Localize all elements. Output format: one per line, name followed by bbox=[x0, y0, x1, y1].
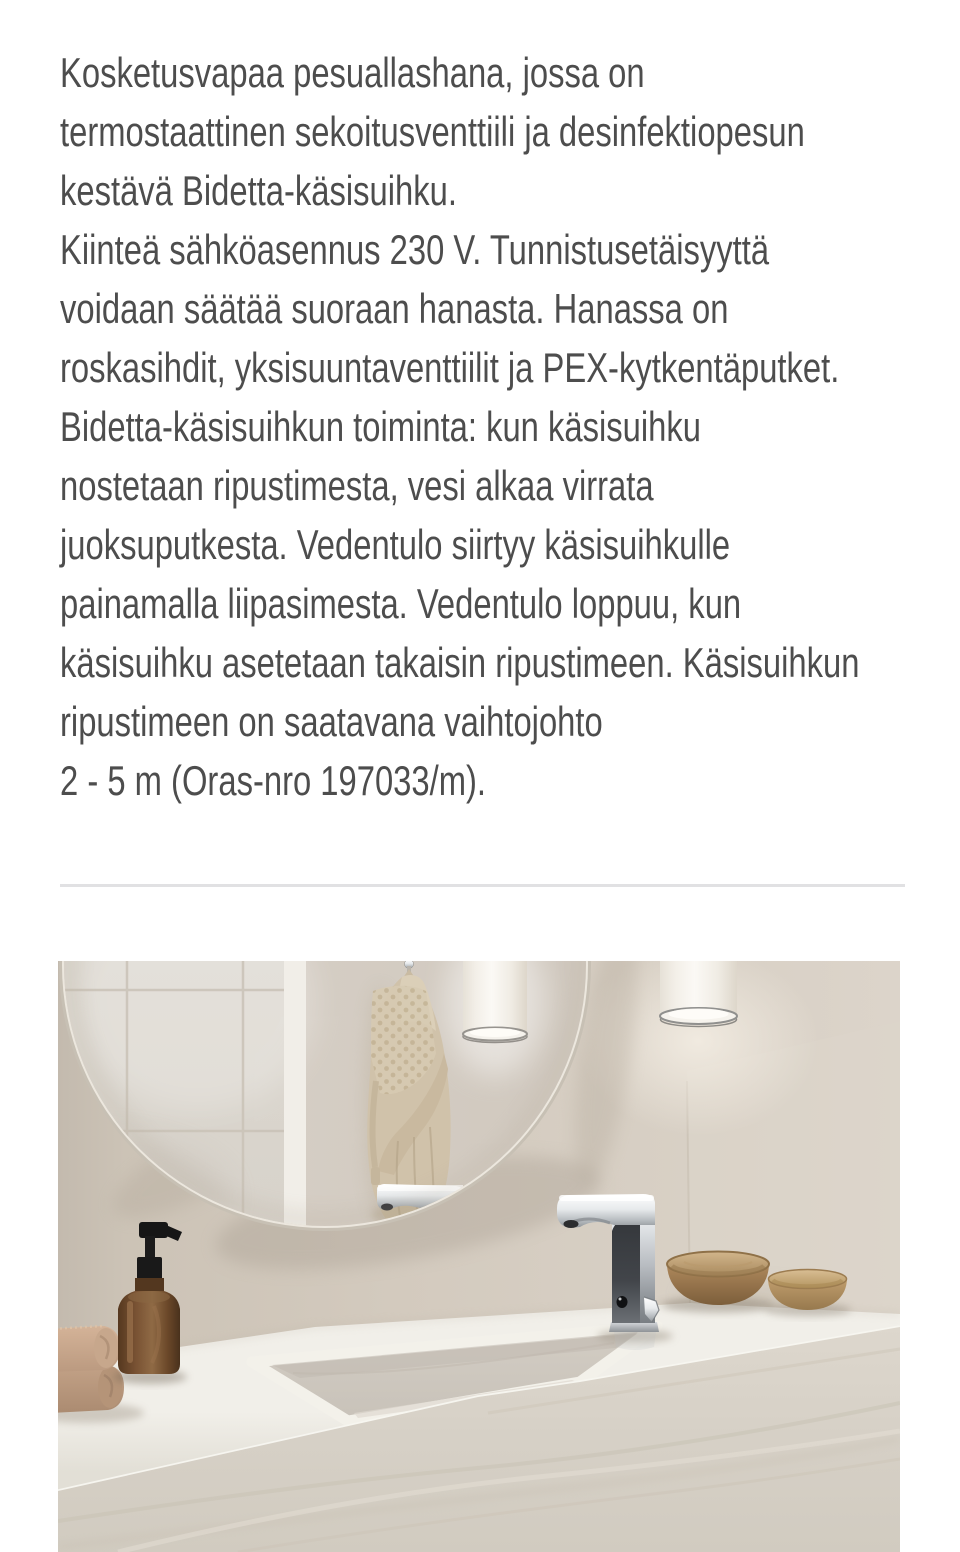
description-line: Kosketusvapaa pesuallashana, jossa on bbox=[60, 49, 645, 96]
description-line: roskasihdit, yksisuuntaventtiilit ja PEX-kytkentäputket. bbox=[60, 344, 840, 391]
description-line: painamalla liipasimesta. Vedentulo loppuu, kun bbox=[60, 580, 742, 627]
faucet-aerator bbox=[564, 1220, 579, 1228]
product-photo bbox=[58, 961, 900, 1552]
pendant-light bbox=[660, 961, 737, 1027]
sensor-eye bbox=[617, 1296, 628, 1308]
description-line: käsisuihku asetetaan takaisin ripustimeen. Käsisuihkun bbox=[60, 639, 860, 686]
wooden-bowl-large bbox=[662, 1252, 774, 1314]
description-line: nostetaan ripustimesta, vesi alkaa virrata bbox=[60, 462, 654, 509]
description-line: Kiinteä sähköasennus 230 V. Tunnistusetäisyyttä bbox=[60, 226, 770, 273]
description-line: juoksuputkesta. Vedentulo siirtyy käsisuihkulle bbox=[60, 521, 731, 568]
description-line: Bidetta-käsisuihkun toiminta: kun käsisuihku bbox=[60, 403, 701, 450]
robe-belt bbox=[372, 1081, 376, 1167]
bathroom-scene bbox=[58, 961, 900, 1552]
faucet-front-panel bbox=[612, 1218, 640, 1323]
product-description bbox=[60, 43, 960, 810]
pump-collar bbox=[137, 1257, 162, 1280]
description-line: ripustimeen on saatavana vaihtojohto bbox=[60, 698, 603, 745]
faucet-reflection bbox=[614, 1332, 656, 1350]
pump-head bbox=[139, 1222, 168, 1238]
pump-stem bbox=[145, 1236, 155, 1259]
faucet-base bbox=[609, 1322, 659, 1332]
description-line: kestävä Bidetta-käsisuihku. bbox=[60, 167, 457, 214]
reflected-corner-strip bbox=[284, 961, 306, 1251]
wooden-bowl-small bbox=[765, 1270, 851, 1317]
section-divider bbox=[60, 884, 905, 887]
description-line: voidaan säätää suoraan hanasta. Hanassa on bbox=[60, 285, 729, 332]
description-line: termostaattinen sekoitusventtiili ja desinfektiopesun bbox=[60, 108, 805, 155]
description-line: 2 - 5 m (Oras-nro 197033/m). bbox=[60, 757, 487, 804]
